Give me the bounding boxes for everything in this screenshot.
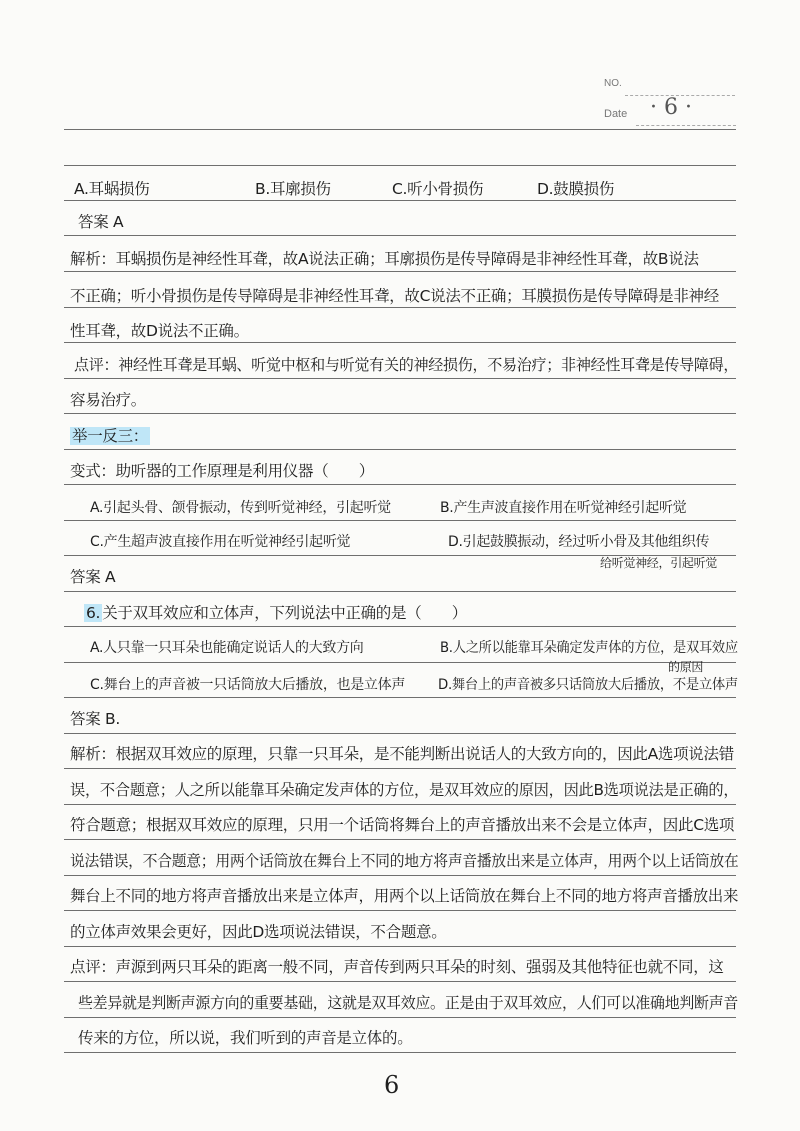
q5-option-d: D.鼓膜损伤: [537, 180, 615, 198]
practice-option-d-line-1: D.引起鼓膜振动，经过听小骨及其他组织传: [448, 534, 710, 550]
practice-heading-highlight: 举一反三：: [72, 427, 149, 445]
date-label: Date: [604, 108, 628, 120]
q5-analysis-line-2: 不正确；听小骨损伤是传导障碍是非神经性耳聋，故C说法不正确；耳膜损伤是传导障碍是非神经: [70, 287, 719, 305]
q6-option-b-line-1: B.人之所以能靠耳朵确定发声体的方位，是双耳效应: [440, 640, 738, 656]
q6-analysis-line-6: 的立体声效果会更好，因此D选项说法错误，不合题意。: [70, 923, 447, 941]
q6-analysis-line-2: 误，不合题意；人之所以能靠耳朵确定发声体的方位，是双耳效应的原因，因此B选项说法是正确的，: [70, 781, 739, 799]
q6-comment-line-2: 些差异就是判断声源方向的重要基础，这就是双耳效应。正是由于双耳效应，人们可以准确地判断声音: [78, 994, 739, 1012]
q6-stem: 关于双耳效应和立体声，下列说法中正确的是（ ）: [102, 604, 468, 622]
date-underline: [636, 125, 736, 126]
q6-comment-line-1: 点评：声源到两只耳朵的距离一般不同，声音传到两只耳朵的时刻、强弱及其他特征也就不同，这: [70, 958, 724, 976]
practice-option-c: C.产生超声波直接作用在听觉神经引起听觉: [90, 534, 351, 550]
q5-option-a: A.耳蜗损伤: [74, 180, 150, 198]
q5-comment-line-1: 点评：神经性耳聋是耳蜗、听觉中枢和与听觉有关的神经损伤，不易治疗；非神经性耳聋是传导障碍，: [74, 356, 739, 374]
q5-answer: 答案 A: [78, 213, 124, 231]
q5-option-c: C.听小骨损伤: [392, 180, 484, 198]
q6-analysis-line-3: 符合题意；根据双耳效应的原理，只用一个话筒将舞台上的声音播放出来不会是立体声，因此C选项: [70, 816, 735, 834]
practice-heading: [70, 426, 150, 446]
q6-option-b-line-2: 的原因: [668, 660, 704, 674]
practice-option-d-line-2: 给听觉神经，引起听觉: [600, 556, 718, 570]
q5-comment-line-2: 容易治疗。: [70, 391, 147, 409]
q6-option-d: D.舞台上的声音被多只话筒放大后播放，不是立体声: [438, 677, 738, 693]
practice-answer: 答案 A: [70, 568, 116, 586]
date-value: · 6 ·: [650, 95, 692, 120]
q6-comment-line-3: 传来的方位，所以说，我们听到的声音是立体的。: [78, 1029, 413, 1047]
practice-stem: 变式：助听器的工作原理是利用仪器（ ）: [70, 462, 375, 480]
q6-answer: 答案 B.: [70, 710, 120, 728]
q6-analysis-line-4: 说法错误，不合题意；用两个话筒放在舞台上不同的地方将声音播放出来是立体声，用两个以上话筒放在: [70, 852, 739, 870]
q6-analysis-line-1: 解析：根据双耳效应的原理，只靠一只耳朵，是不能判断出说话人的大致方向的，因此A选项说法错: [70, 745, 734, 763]
practice-option-a: A.引起头骨、颌骨振动，传到听觉神经，引起听觉: [90, 500, 391, 516]
page-number: 6: [384, 1071, 400, 1099]
q6-number: 6.: [86, 604, 101, 622]
no-label: NO.: [604, 78, 622, 89]
q5-analysis-line-3: 性耳聋，故D说法不正确。: [70, 322, 249, 340]
practice-option-b: B.产生声波直接作用在听觉神经引起听觉: [440, 500, 687, 516]
q5-analysis-line-1: 解析：耳蜗损伤是神经性耳聋，故A说法正确；耳廓损伤是传导障碍是非神经性耳聋，故B说法: [70, 250, 699, 268]
q6-option-c: C.舞台上的声音被一只话筒放大后播放，也是立体声: [90, 677, 406, 693]
q6-analysis-line-5: 舞台上不同的地方将声音播放出来是立体声，用两个以上话筒放在舞台上不同的地方将声音播放出来: [70, 887, 739, 905]
q6-stem-line: [84, 603, 467, 623]
q6-option-a: A.人只靠一只耳朵也能确定说话人的大致方向: [90, 640, 364, 656]
q5-option-b: B.耳廓损伤: [255, 180, 331, 198]
